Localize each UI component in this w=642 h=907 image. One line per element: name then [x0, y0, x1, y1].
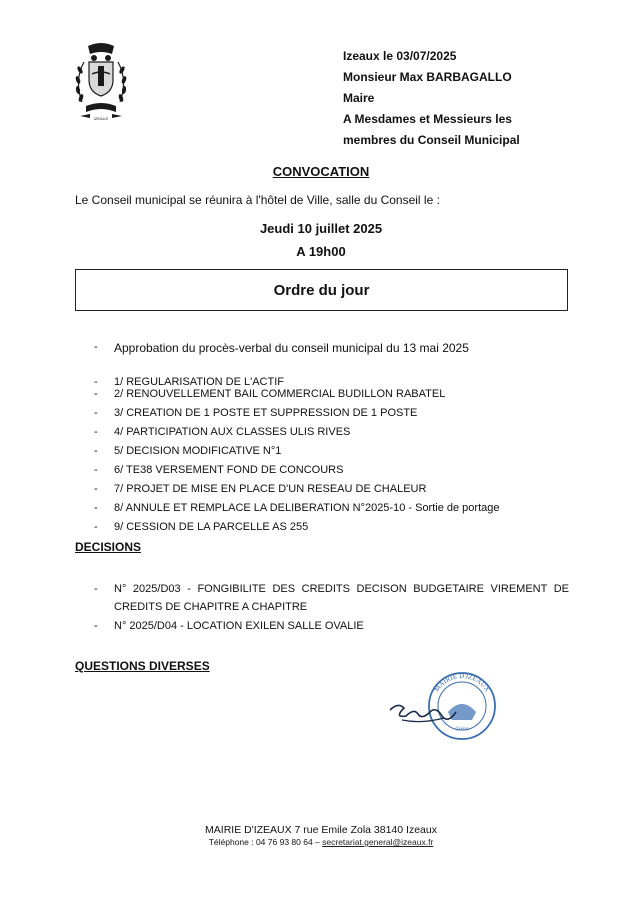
agenda-item-text: 1/ REGULARISATION DE L'ACTIF	[114, 376, 284, 388]
bullet-dash: -	[94, 483, 98, 495]
bullet-dash: -	[94, 407, 98, 419]
bullet-dash: -	[94, 620, 98, 632]
bullet-dash: -	[94, 464, 98, 476]
footer-phone: Téléphone : 04 76 93 80 64 –	[208, 837, 323, 847]
bullet-dash: -	[94, 583, 98, 595]
agenda-item-text: 7/ PROJET DE MISE EN PLACE D'UN RESEAU DE CHALEUR	[114, 483, 427, 495]
footer-email-link[interactable]: secretariat.general@izeaux.fr	[322, 837, 434, 847]
municipal-crest-icon	[70, 40, 132, 122]
addressee-line-1: A Mesdames et Messieurs les	[343, 112, 512, 126]
bullet-dash: -	[94, 426, 98, 438]
bullet-dash: -	[94, 376, 98, 388]
decisions-heading: DECISIONS	[75, 540, 142, 554]
bullet-dash: -	[94, 521, 98, 533]
agenda-item-text: 2/ RENOUVELLEMENT BAIL COMMERCIAL BUDILLON RABATEL	[114, 388, 446, 400]
decision-item	[94, 617, 569, 635]
svg-text:MAIRIE D'IZEAUX	[433, 672, 492, 693]
stamp-text: MAIRIE D'IZEAUX	[432, 671, 492, 694]
questions-heading: QUESTIONS DIVERSES	[75, 659, 210, 673]
agenda-title-box	[75, 269, 568, 311]
agenda-item-text: 3/ CREATION DE 1 POSTE ET SUPPRESSION DE 1 POSTE	[114, 407, 418, 419]
decision-item	[94, 580, 569, 616]
agenda-item-text: 9/ CESSION DE LA PARCELLE AS 255	[114, 521, 309, 533]
addressee-line-2: membres du Conseil Municipal	[343, 133, 520, 147]
decision-text: N° 2025/D03 - FONGIBILITE DES CREDITS DECISON BUDGETAIRE VIREMENT DE CREDITS DE CHAPITRE A CHAPITRE	[114, 583, 569, 613]
decision-text: N° 2025/D04 - LOCATION EXILEN SALLE OVALIE	[114, 620, 364, 632]
footer-contact	[0, 837, 642, 847]
recipient-name: Monsieur Max BARBAGALLO	[343, 70, 512, 84]
bullet-dash: -	[94, 445, 98, 457]
agenda-title: Ordre du jour	[273, 281, 370, 299]
agenda-item-text: 6/ TE38 VERSEMENT FOND DE CONCOURS	[114, 464, 344, 476]
meeting-time: A 19h00	[296, 244, 346, 259]
bullet-dash: -	[94, 502, 98, 514]
agenda-item-text: Approbation du procès-verbal du conseil municipal du 13 mai 2025	[114, 341, 469, 355]
agenda-item-text: 4/ PARTICIPATION AUX CLASSES ULIS RIVES	[114, 426, 351, 438]
stamp-icon	[372, 668, 528, 742]
date-line: Izeaux le 03/07/2025	[343, 49, 457, 63]
intro-text: Le Conseil municipal se réunira à l'hôtel de Ville, salle du Conseil le :	[75, 193, 440, 207]
recipient-role: Maire	[343, 91, 375, 105]
municipal-logo	[70, 40, 132, 122]
document-title: CONVOCATION	[272, 164, 370, 179]
agenda-item-text: 8/ ANNULE ET REMPLACE LA DELIBERATION N°2025-10 - Sortie de portage	[114, 502, 500, 514]
agenda-item-text: 5/ DECISION MODIFICATIVE N°1	[114, 445, 282, 457]
footer-address: MAIRIE D'IZEAUX 7 rue Emile Zola 38140 Izeaux	[205, 824, 437, 836]
meeting-date: Jeudi 10 juillet 2025	[259, 221, 383, 236]
bullet-dash: -	[94, 388, 98, 400]
recipient-block	[343, 46, 520, 151]
stamp-subtext: (Isère)	[455, 727, 469, 732]
signature-stamp	[372, 668, 528, 742]
bullet-dash: -	[94, 341, 98, 353]
logo-caption: IZEAUX	[93, 116, 109, 121]
